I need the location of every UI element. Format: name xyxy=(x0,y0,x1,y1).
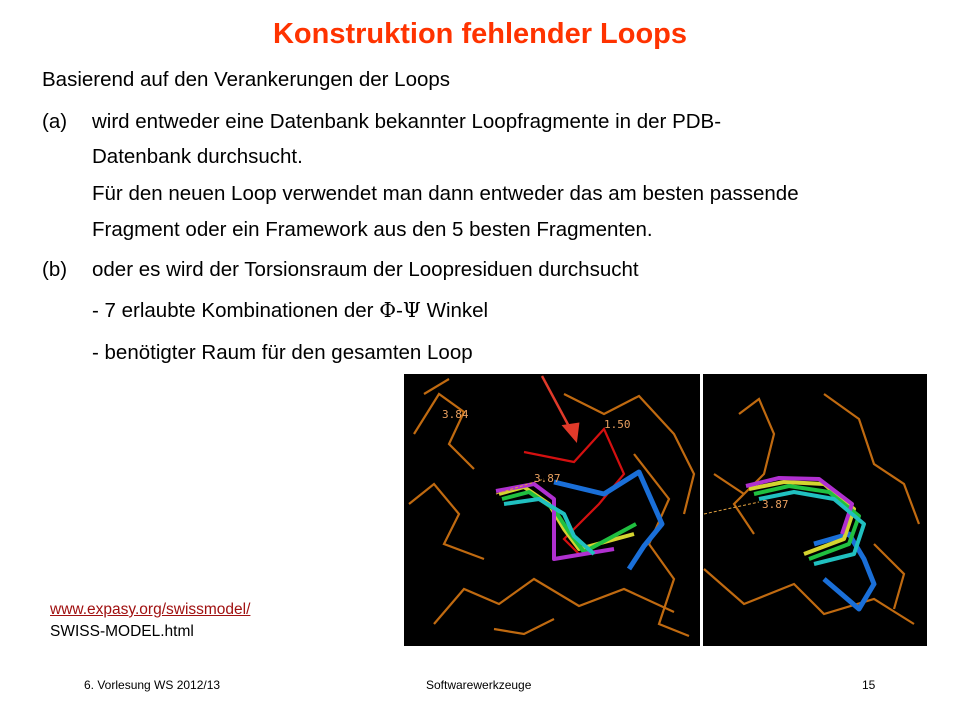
item-a-line-4: Fragment oder ein Framework aus den 5 besten Fragmenten. xyxy=(92,218,653,241)
swissmodel-file-label: SWISS-MODEL.html xyxy=(50,623,194,640)
swissmodel-link[interactable]: www.expasy.org/swissmodel/ xyxy=(50,601,251,618)
phi-psi-symbol: Φ-Ψ xyxy=(379,298,421,322)
item-a-label: (a) xyxy=(42,110,68,133)
item-a-line-1: wird entweder eine Datenbank bekannter Loopfragmente in der PDB- xyxy=(92,110,722,133)
item-b-sub-1-post: Winkel xyxy=(420,299,489,322)
item-b-line-1: oder es wird der Torsionsraum der Loopresiduen durchsucht xyxy=(92,258,639,281)
footer-title: Softwarewerkzeuge xyxy=(426,678,532,692)
slide-title: Konstruktion fehlender Loops xyxy=(272,18,688,50)
loop-structure-image xyxy=(404,374,927,646)
distance-label-1: 3.84 xyxy=(442,408,469,421)
distance-label-3: 3.87 xyxy=(534,472,561,485)
intro-text: Basierend auf den Verankerungen der Loops xyxy=(42,68,451,91)
distance-label-4: 3.87 xyxy=(762,498,789,511)
distance-label-2: 1.50 xyxy=(604,418,631,431)
item-b-label: (b) xyxy=(42,258,68,281)
footer-page-number: 15 xyxy=(862,678,876,692)
item-b-sub-1-pre: - 7 erlaubte Kombinationen der xyxy=(92,299,380,322)
panel-divider xyxy=(700,374,703,646)
item-b-sub-1 xyxy=(92,298,488,323)
footer-course: 6. Vorlesung WS 2012/13 xyxy=(84,678,221,692)
item-b-sub-2: - benötigter Raum für den gesamten Loop xyxy=(92,341,473,364)
item-a-line-2: Datenbank durchsucht. xyxy=(92,145,303,168)
item-a-line-3: Für den neuen Loop verwendet man dann entweder das am besten passende xyxy=(92,182,799,205)
